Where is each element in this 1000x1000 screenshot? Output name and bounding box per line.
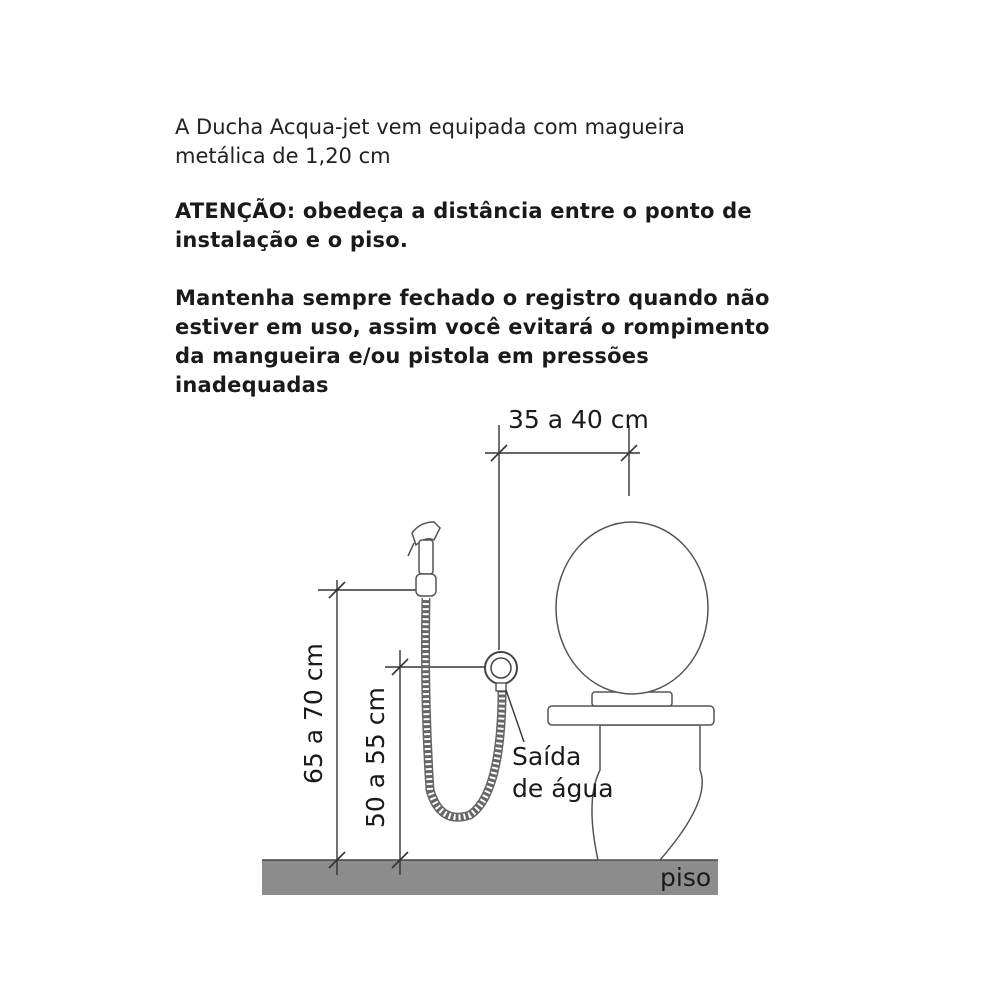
intro-line-1: A Ducha Acqua-jet vem equipada com magueira <box>175 115 685 139</box>
hose <box>426 598 503 817</box>
shower-height-dimension <box>299 580 420 875</box>
attention-line-1: ATENÇÃO: obedeça a distância entre o ponto de <box>175 199 752 223</box>
shower-height-label: 65 a 70 cm <box>299 643 328 784</box>
hand-shower <box>408 522 440 596</box>
toilet <box>548 522 714 860</box>
advice-line-2: estiver em uso, assim você evitará o rompimento <box>175 315 770 339</box>
water-outlet <box>485 652 517 691</box>
outlet-inner <box>491 658 511 678</box>
floor-slab <box>262 860 718 895</box>
toilet-lid <box>556 522 708 694</box>
horizontal-distance-label: 35 a 40 cm <box>508 405 649 434</box>
shower-handle <box>419 540 433 574</box>
outlet-leader-line <box>506 690 524 742</box>
outlet-connector <box>496 683 506 691</box>
advice-line-4: inadequadas <box>175 373 329 397</box>
toilet-seat <box>548 706 714 725</box>
outlet-label-line-2: de água <box>512 774 614 803</box>
shower-holder <box>416 574 436 596</box>
advice-line-1: Mantenha sempre fechado o registro quando não <box>175 286 770 310</box>
attention-line-2: instalação e o piso. <box>175 228 409 252</box>
floor-label: piso <box>660 863 712 892</box>
outlet-height-label: 50 a 55 cm <box>361 687 390 828</box>
intro-line-2: metálica de 1,20 cm <box>175 144 391 168</box>
outlet-label-line-1: Saída <box>512 742 582 771</box>
advice-line-3: da mangueira e/ou pistola em pressões <box>175 344 649 368</box>
shower-trigger <box>408 543 414 556</box>
